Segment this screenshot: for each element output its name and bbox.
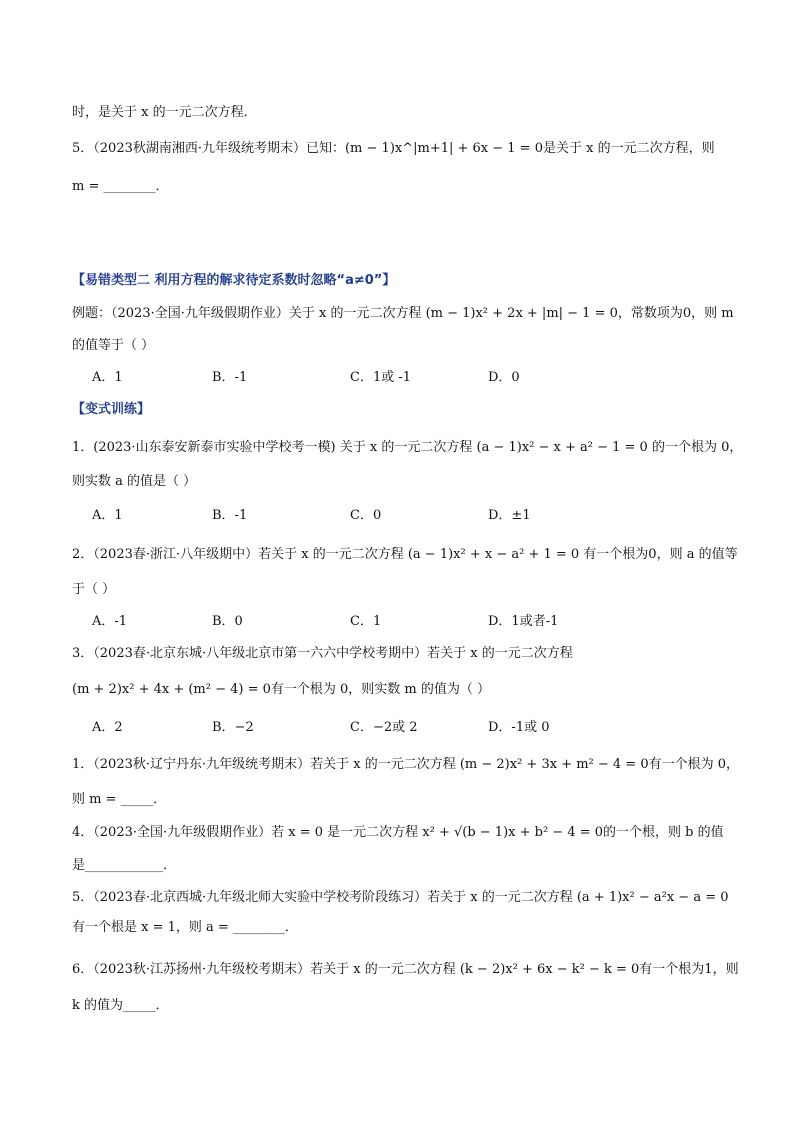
- question-3-line-2: (m + 2)x² + 4x + (m² − 4) = 0有一个根为 0，则实数 m 的值为（ ）: [72, 682, 491, 697]
- question-3-line-1: 3．（2023春·北京东城·八年级北京市第一六六中学校考期中）若关于 x 的一元二次方程: [72, 646, 573, 661]
- choice-d: D．-1或 0: [488, 720, 550, 735]
- choice-d: D．1或者-1: [488, 614, 559, 629]
- fill-1-line-2: 则 m = _____．: [72, 792, 167, 807]
- example-line-2: 的值等于（ ）: [72, 338, 155, 353]
- training-heading: 【变式训练】: [72, 402, 151, 417]
- question-1-line-2: 则实数 a 的值是（ ）: [72, 474, 197, 489]
- fill-1-line-1: 1．（2023秋·辽宁丹东·九年级统考期末）若关于 x 的一元二次方程 (m − 2)x² + 3x + m² − 4 = 0有一个根为 0，: [72, 757, 740, 772]
- section-heading: 【易错类型二 利用方程的解求待定系数时忽略“a≠0”】: [72, 273, 396, 288]
- question-2-line-1: 2．（2023春·浙江·八年级期中）若关于 x 的一元二次方程 (a − 1)x² + x − a² + 1 = 0 有一个根为0，则 a 的值等: [72, 547, 738, 562]
- choice-d: D．0: [488, 370, 520, 385]
- choice-a: A．1: [92, 508, 123, 523]
- choice-c: C．−2或 2: [350, 720, 418, 735]
- question-2-line-2: 于（ ）: [72, 582, 116, 597]
- fill-6-line-2: k 的值为_____．: [72, 998, 169, 1013]
- choice-b: B．-1: [212, 370, 248, 385]
- choice-c: C．0: [350, 508, 382, 523]
- choice-a: A．-1: [92, 614, 128, 629]
- choice-d: D．±1: [488, 508, 531, 523]
- fill-4-line-2: 是____________．: [72, 858, 177, 873]
- choice-a: A．1: [92, 370, 123, 385]
- fill-4-line-1: 4．（2023·全国·九年级假期作业）若 x = 0 是一元二次方程 x² + √(b − 1)x + b² − 4 = 0的一个根，则 b 的值: [72, 825, 724, 840]
- choice-a: A．2: [92, 720, 123, 735]
- choice-b: B．0: [212, 614, 243, 629]
- choice-c: C．1: [350, 614, 382, 629]
- fill-5-line-2: 有一个根是 x = 1，则 a = ________．: [72, 920, 298, 935]
- fill-5-line-1: 5．（2023春·北京西城·九年级北师大实验中学校考阶段练习）若关于 x 的一元二次方程 (a + 1)x² − a²x − a = 0: [72, 890, 729, 905]
- question-1-line-1: 1．(2023·山东泰安新泰市实验中学校考一模) 关于 x 的一元二次方程 (a − 1)x² − x + a² − 1 = 0 的一个根为 0，: [72, 440, 743, 455]
- choice-b: B．−2: [212, 720, 254, 735]
- choice-c: C．1或 -1: [350, 370, 412, 385]
- example-line-1: 例题：（2023·全国·九年级假期作业）关于 x 的一元二次方程 (m − 1)x² + 2x + |m| − 1 = 0，常数项为0，则 m: [72, 306, 734, 321]
- question-5-blank: m = ________．: [72, 179, 169, 194]
- question-5-line: 5．（2023秋湖南湘西·九年级统考期末）已知：(m − 1)x^|m+1| + 6x − 1 = 0是关于 x 的一元二次方程，则: [72, 141, 715, 156]
- fill-6-line-1: 6．（2023秋·江苏扬州·九年级校考期末）若关于 x 的一元二次方程 (k − 2)x² + 6x − k² − k = 0有一个根为1，则: [72, 962, 739, 977]
- choice-b: B．-1: [212, 508, 248, 523]
- text-line: 时，是关于 x 的一元二次方程．: [72, 105, 257, 120]
